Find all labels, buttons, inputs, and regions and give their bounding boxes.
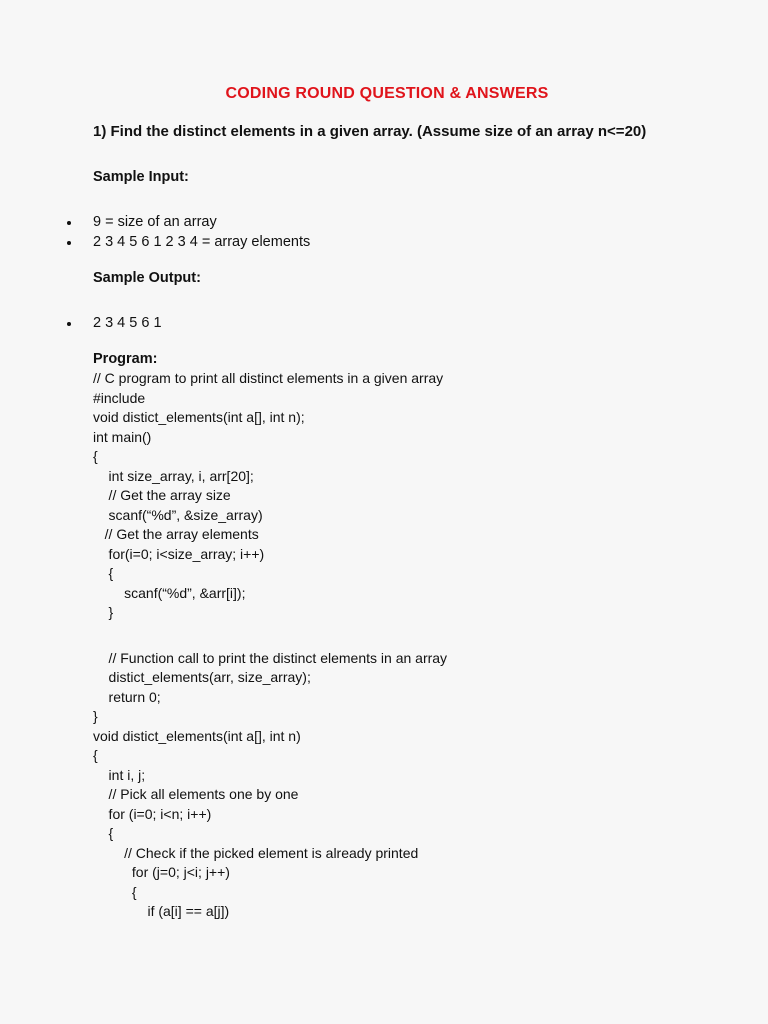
code-line bbox=[93, 623, 447, 649]
code-line: return 0; bbox=[93, 688, 161, 705]
code-line: for (j=0; j<i; j++) bbox=[93, 864, 230, 880]
bullet-icon bbox=[67, 241, 71, 245]
code-line: scanf(“%d”, &size_array) bbox=[93, 506, 263, 523]
code-line: // C program to print all distinct elements in a given array bbox=[93, 370, 444, 386]
program-heading: Program: bbox=[93, 351, 158, 367]
question-text: 1) Find the distinct elements in a given array. (Assume size of an array n<=20) bbox=[93, 123, 647, 140]
document-title: CODING ROUND QUESTION & ANSWERS bbox=[225, 85, 549, 102]
sample-output-heading: Sample Output: bbox=[93, 270, 201, 286]
list-item-text: 2 3 4 5 6 1 bbox=[93, 315, 162, 331]
code-line: int size_array, i, arr[20]; bbox=[93, 467, 254, 484]
code-line: if (a[i] == a[j]) bbox=[93, 903, 230, 919]
code-line: distict_elements(arr, size_array); bbox=[93, 669, 311, 685]
code-line: void distict_elements(int a[], int n) bbox=[93, 727, 301, 744]
code-line: // Get the array elements bbox=[93, 526, 259, 542]
code-line: int main() bbox=[93, 428, 152, 445]
code-line: // Function call to print the distinct elements in an array bbox=[93, 649, 448, 666]
code-line: // Get the array size bbox=[93, 487, 231, 503]
code-block bbox=[93, 369, 447, 922]
code-line: #include bbox=[93, 389, 146, 406]
code-line: void distict_elements(int a[], int n); bbox=[93, 409, 305, 425]
code-line: { bbox=[93, 565, 114, 581]
code-line: { bbox=[93, 747, 98, 763]
list-item-text: 2 3 4 5 6 1 2 3 4 = array elements bbox=[93, 234, 311, 250]
code-line: { bbox=[93, 448, 98, 464]
list-item-text: 9 = size of an array bbox=[93, 214, 217, 230]
code-line: { bbox=[93, 883, 137, 900]
code-line: } bbox=[93, 708, 98, 724]
bullet-icon bbox=[67, 322, 71, 326]
code-line: // Pick all elements one by one bbox=[93, 786, 299, 802]
code-line: } bbox=[93, 604, 114, 620]
code-line: // Check if the picked element is already printed bbox=[93, 844, 419, 861]
code-line: int i, j; bbox=[93, 766, 146, 783]
code-line: scanf(“%d”, &arr[i]); bbox=[93, 584, 246, 601]
bullet-icon bbox=[67, 221, 71, 225]
code-line: for(i=0; i<size_array; i++) bbox=[93, 545, 265, 562]
sample-input-heading: Sample Input: bbox=[93, 169, 189, 185]
code-line: { bbox=[93, 825, 114, 841]
code-line: for (i=0; i<n; i++) bbox=[93, 805, 212, 822]
